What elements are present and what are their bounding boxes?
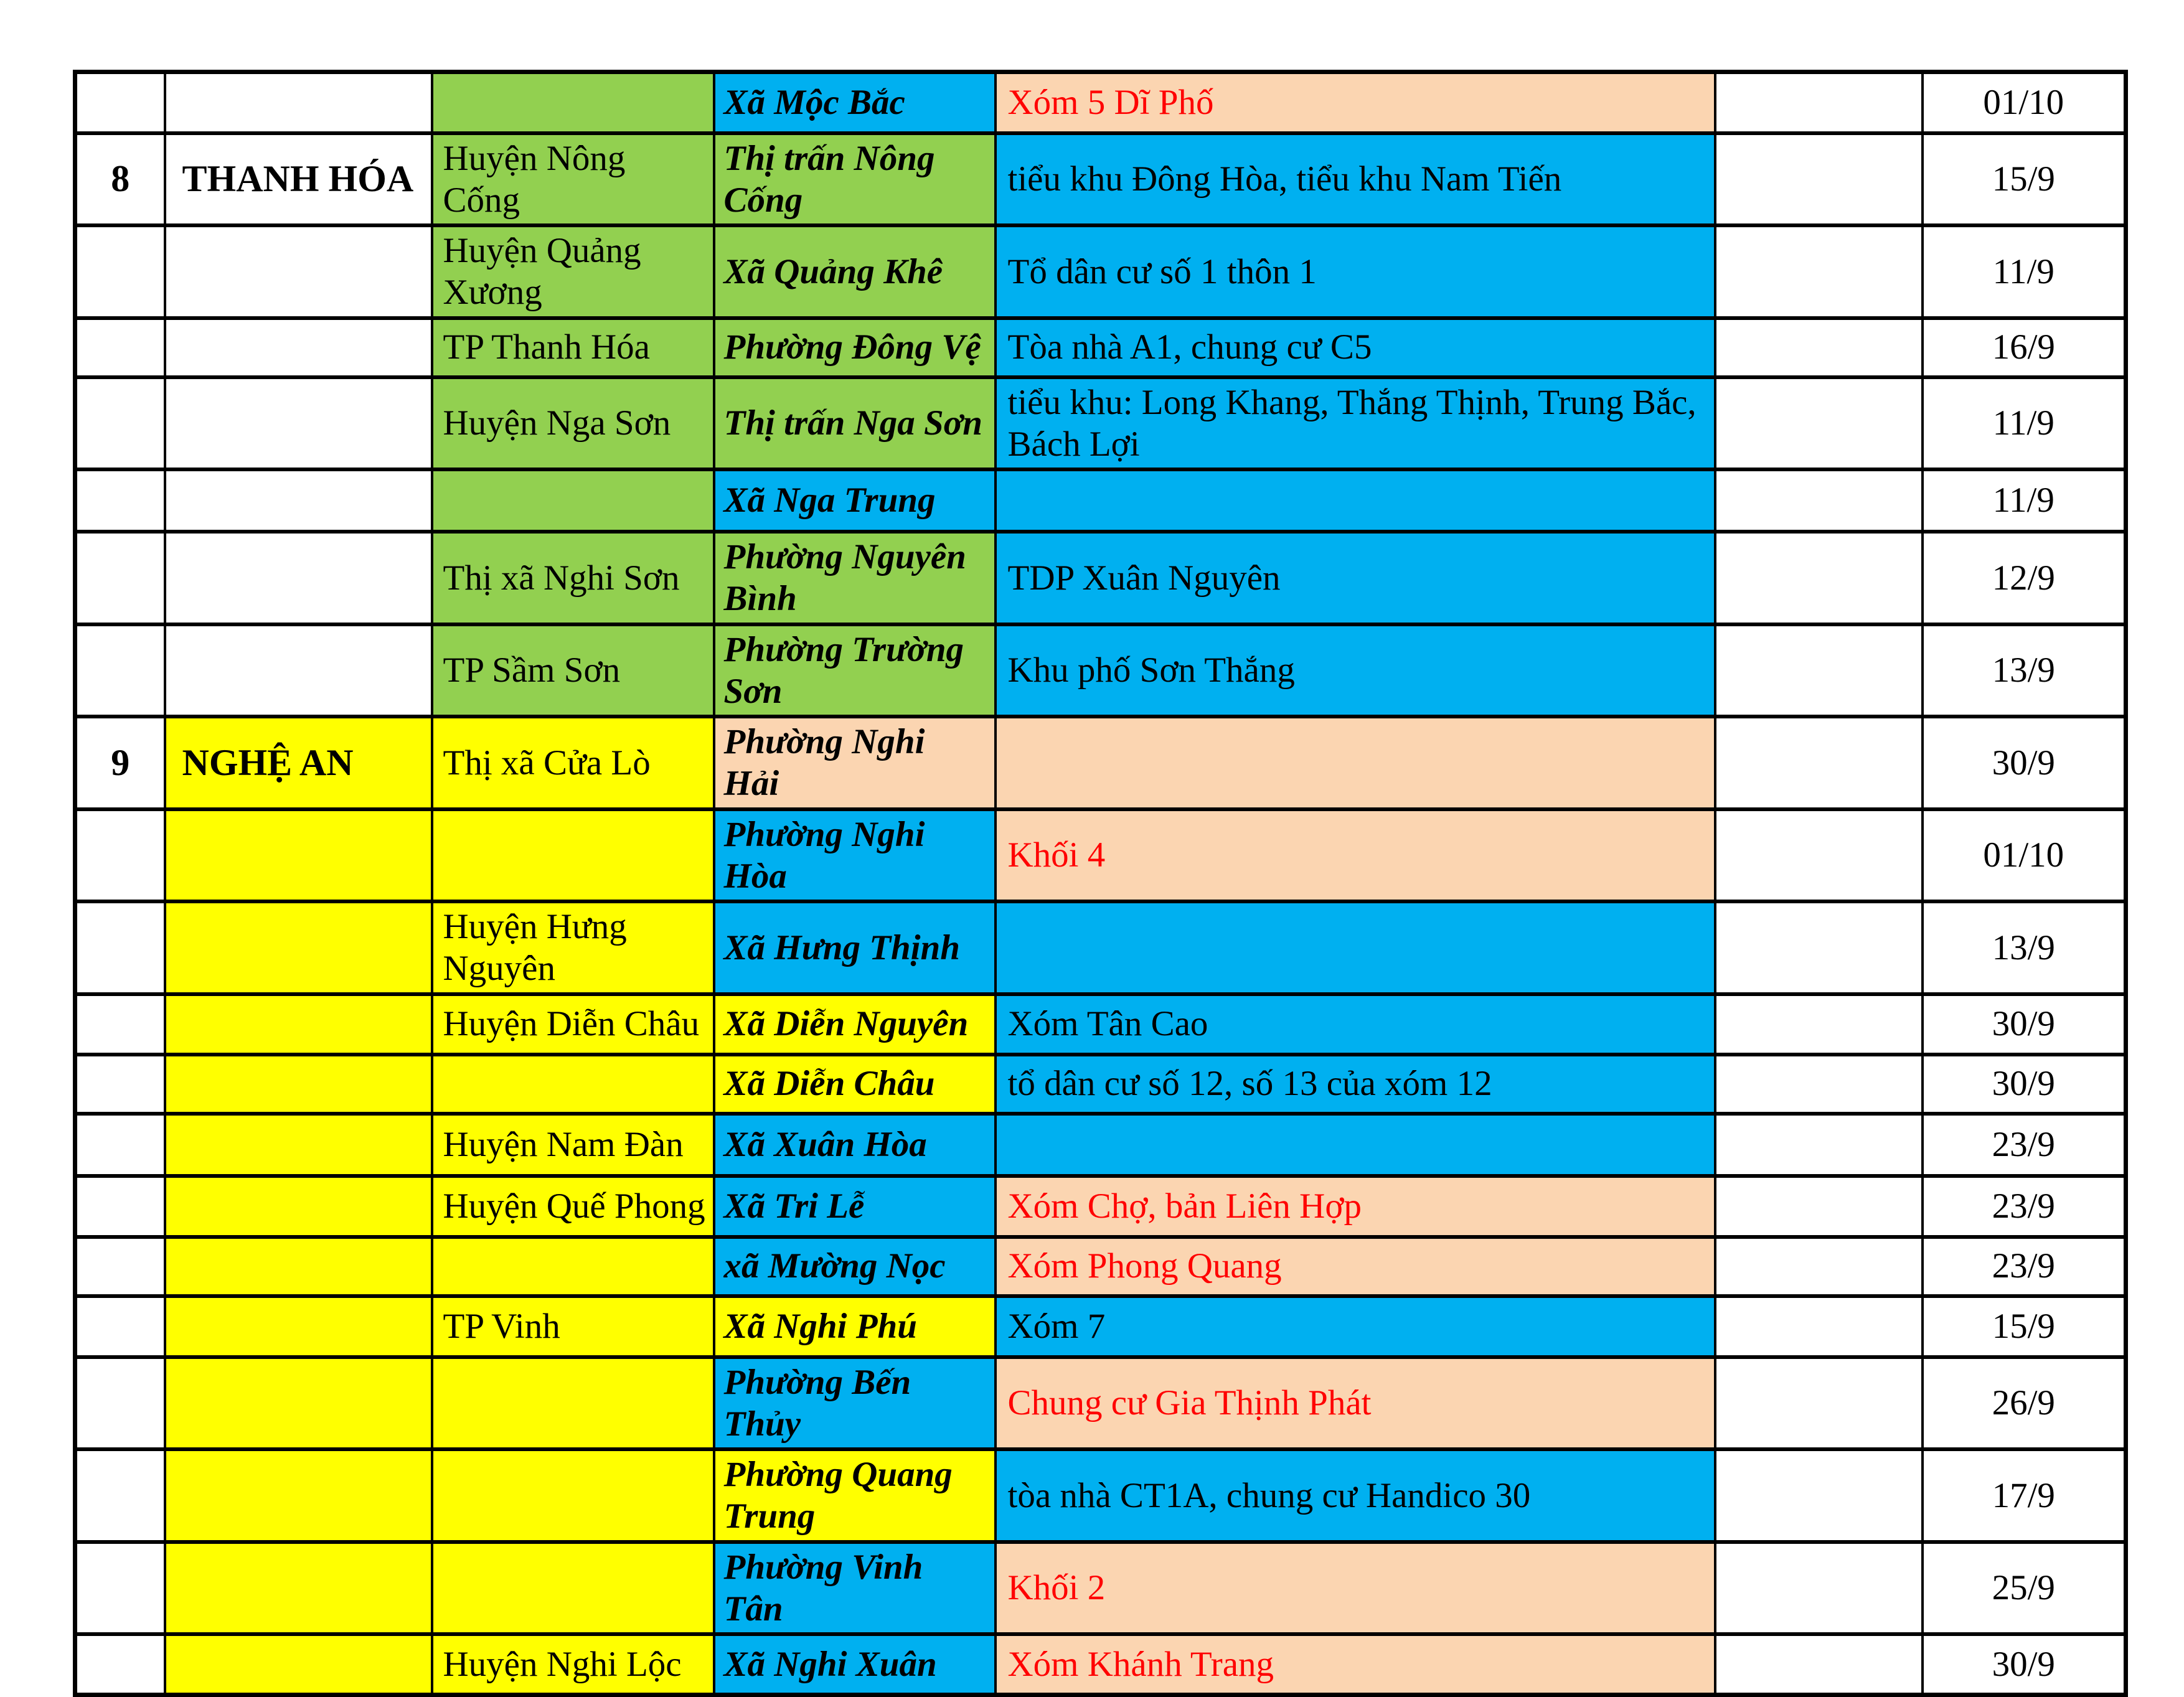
rows <box>75 72 2126 1695</box>
district-cell: Huyện Quảng Xương <box>432 225 714 318</box>
spare-cell <box>1715 809 1923 902</box>
district-cell: Huyện Nghi Lộc <box>432 1634 714 1695</box>
no-cell <box>75 1542 165 1635</box>
ward-cell: Xã Nghi Xuân <box>714 1634 996 1695</box>
table-row <box>75 1357 2126 1450</box>
table-row <box>75 1114 2126 1176</box>
district-cell: Huyện Quế Phong <box>432 1176 714 1237</box>
detail-cell: Xóm 5 Dĩ Phố <box>996 72 1715 133</box>
province-cell <box>165 225 432 318</box>
no-cell <box>75 469 165 532</box>
detail-cell: Khối 4 <box>996 809 1715 902</box>
table-row <box>75 133 2126 226</box>
date-cell: 30/9 <box>1923 994 2126 1055</box>
table-row <box>75 1634 2126 1695</box>
date-cell: 25/9 <box>1923 1542 2126 1635</box>
ward-cell: Thị trấn Nga Sơn <box>714 377 996 470</box>
district-cell: Huyện Nga Sơn <box>432 377 714 470</box>
spare-cell <box>1715 1542 1923 1635</box>
date-cell: 11/9 <box>1923 469 2126 532</box>
province-cell <box>165 1357 432 1450</box>
district-cell <box>432 809 714 902</box>
date-cell: 15/9 <box>1923 1296 2126 1357</box>
no-cell <box>75 318 165 377</box>
no-cell: 8 <box>75 133 165 226</box>
ward-cell: Xã Diễn Nguyên <box>714 994 996 1055</box>
ward-cell: Phường Bến Thủy <box>714 1357 996 1450</box>
detail-cell: Khối 2 <box>996 1542 1715 1635</box>
spare-cell <box>1715 72 1923 133</box>
spare-cell <box>1715 1176 1923 1237</box>
table-row <box>75 994 2126 1055</box>
province-cell <box>165 377 432 470</box>
province-cell <box>165 318 432 377</box>
province-cell <box>165 532 432 624</box>
ward-cell: Phường Trường Sơn <box>714 624 996 717</box>
detail-cell: Xóm Chợ, bản Liên Hợp <box>996 1176 1715 1237</box>
no-cell <box>75 72 165 133</box>
table-row <box>75 1237 2126 1296</box>
province-cell <box>165 809 432 902</box>
no-cell <box>75 1357 165 1450</box>
province-cell <box>165 1114 432 1176</box>
spare-cell <box>1715 133 1923 226</box>
detail-cell: Xóm Khánh Trang <box>996 1634 1715 1695</box>
ward-cell: Phường Nghi Hải <box>714 717 996 809</box>
detail-cell: Chung cư Gia Thịnh Phát <box>996 1357 1715 1450</box>
ward-cell: Thị trấn Nông Cống <box>714 133 996 226</box>
table-row <box>75 809 2126 902</box>
date-cell: 23/9 <box>1923 1237 2126 1296</box>
table-row <box>75 1055 2126 1114</box>
detail-cell: Tòa nhà A1, chung cư C5 <box>996 318 1715 377</box>
table-row <box>75 1296 2126 1357</box>
district-cell: Huyện Nông Cống <box>432 133 714 226</box>
spare-cell <box>1715 1114 1923 1176</box>
spare-cell <box>1715 1055 1923 1114</box>
ward-cell: Phường Vinh Tân <box>714 1542 996 1635</box>
date-cell: 13/9 <box>1923 624 2126 717</box>
spare-cell <box>1715 469 1923 532</box>
district-cell <box>432 1237 714 1296</box>
date-cell: 12/9 <box>1923 532 2126 624</box>
district-cell: Huyện Nam Đàn <box>432 1114 714 1176</box>
district-cell <box>432 1357 714 1450</box>
no-cell <box>75 994 165 1055</box>
table-row <box>75 624 2126 717</box>
ward-cell: Xã Quảng Khê <box>714 225 996 318</box>
table-row <box>75 318 2126 377</box>
district-cell: TP Sầm Sơn <box>432 624 714 717</box>
no-cell <box>75 1114 165 1176</box>
table-row <box>75 225 2126 318</box>
province-cell: NGHỆ AN <box>165 717 432 809</box>
detail-cell: TDP Xuân Nguyên <box>996 532 1715 624</box>
detail-cell: tiểu khu: Long Khang, Thắng Thịnh, Trung Bắc, Bách Lợi <box>996 377 1715 470</box>
no-cell <box>75 1237 165 1296</box>
detail-cell: tiểu khu Đông Hòa, tiểu khu Nam Tiến <box>996 133 1715 226</box>
ward-cell: Xã Nghi Phú <box>714 1296 996 1357</box>
no-cell <box>75 377 165 470</box>
spare-cell <box>1715 717 1923 809</box>
spare-cell <box>1715 1296 1923 1357</box>
date-cell: 17/9 <box>1923 1449 2126 1542</box>
table-row <box>75 469 2126 532</box>
no-cell <box>75 624 165 717</box>
district-cell: Thị xã Cửa Lò <box>432 717 714 809</box>
ward-cell: Xã Mộc Bắc <box>714 72 996 133</box>
province-cell <box>165 1634 432 1695</box>
spare-cell <box>1715 532 1923 624</box>
date-cell: 26/9 <box>1923 1357 2126 1450</box>
ward-cell: Phường Quang Trung <box>714 1449 996 1542</box>
date-cell: 01/10 <box>1923 809 2126 902</box>
ward-cell: Xã Xuân Hòa <box>714 1114 996 1176</box>
province-cell <box>165 72 432 133</box>
ward-cell: Xã Hưng Thịnh <box>714 901 996 994</box>
date-cell: 13/9 <box>1923 901 2126 994</box>
province-schedule-table <box>73 70 2128 1697</box>
district-cell <box>432 1542 714 1635</box>
district-cell: TP Thanh Hóa <box>432 318 714 377</box>
table-row <box>75 1542 2126 1635</box>
table-row <box>75 717 2126 809</box>
detail-cell: Xóm Tân Cao <box>996 994 1715 1055</box>
province-cell <box>165 624 432 717</box>
spare-cell <box>1715 1634 1923 1695</box>
province-cell <box>165 994 432 1055</box>
date-cell: 16/9 <box>1923 318 2126 377</box>
province-cell <box>165 1542 432 1635</box>
no-cell <box>75 1055 165 1114</box>
date-cell: 11/9 <box>1923 377 2126 470</box>
ward-cell: Xã Tri Lễ <box>714 1176 996 1237</box>
spare-cell <box>1715 225 1923 318</box>
spare-cell <box>1715 1449 1923 1542</box>
spare-cell <box>1715 624 1923 717</box>
no-cell <box>75 225 165 318</box>
ward-cell: Xã Nga Trung <box>714 469 996 532</box>
district-cell <box>432 469 714 532</box>
province-cell <box>165 1237 432 1296</box>
no-cell <box>75 532 165 624</box>
district-cell: Thị xã Nghi Sơn <box>432 532 714 624</box>
province-cell <box>165 469 432 532</box>
spare-cell <box>1715 1237 1923 1296</box>
detail-cell <box>996 717 1715 809</box>
district-cell <box>432 1055 714 1114</box>
ward-cell: Phường Nghi Hòa <box>714 809 996 902</box>
table-row <box>75 901 2126 994</box>
table-row <box>75 1176 2126 1237</box>
date-cell: 23/9 <box>1923 1176 2126 1237</box>
district-cell <box>432 72 714 133</box>
district-cell: Huyện Diễn Châu <box>432 994 714 1055</box>
table-row <box>75 1449 2126 1542</box>
date-cell: 30/9 <box>1923 1055 2126 1114</box>
spare-cell <box>1715 1357 1923 1450</box>
date-cell: 01/10 <box>1923 72 2126 133</box>
no-cell <box>75 1176 165 1237</box>
date-cell: 30/9 <box>1923 717 2126 809</box>
ward-cell: xã Mường Nọc <box>714 1237 996 1296</box>
no-cell: 9 <box>75 717 165 809</box>
no-cell <box>75 1634 165 1695</box>
province-cell <box>165 1176 432 1237</box>
date-cell: 15/9 <box>1923 133 2126 226</box>
date-cell: 11/9 <box>1923 225 2126 318</box>
date-cell: 23/9 <box>1923 1114 2126 1176</box>
table-row <box>75 72 2126 133</box>
ward-cell: Phường Nguyên Bình <box>714 532 996 624</box>
no-cell <box>75 809 165 902</box>
detail-cell <box>996 469 1715 532</box>
detail-cell: Xóm 7 <box>996 1296 1715 1357</box>
ward-cell: Phường Đông Vệ <box>714 318 996 377</box>
spare-cell <box>1715 901 1923 994</box>
district-cell <box>432 1449 714 1542</box>
detail-cell <box>996 901 1715 994</box>
detail-cell: tổ dân cư số 12, số 13 của xóm 12 <box>996 1055 1715 1114</box>
no-cell <box>75 901 165 994</box>
detail-cell: Khu phố Sơn Thắng <box>996 624 1715 717</box>
detail-cell: Tổ dân cư số 1 thôn 1 <box>996 225 1715 318</box>
ward-cell: Xã Diễn Châu <box>714 1055 996 1114</box>
table-row <box>75 377 2126 470</box>
province-cell: THANH HÓA <box>165 133 432 226</box>
district-cell: Huyện Hưng Nguyên <box>432 901 714 994</box>
province-cell <box>165 1055 432 1114</box>
detail-cell: Xóm Phong Quang <box>996 1237 1715 1296</box>
district-cell: TP Vinh <box>432 1296 714 1357</box>
table-row <box>75 532 2126 624</box>
spare-cell <box>1715 318 1923 377</box>
province-cell <box>165 1449 432 1542</box>
detail-cell <box>996 1114 1715 1176</box>
province-cell <box>165 1296 432 1357</box>
detail-cell: tòa nhà CT1A, chung cư Handico 30 <box>996 1449 1715 1542</box>
no-cell <box>75 1296 165 1357</box>
no-cell <box>75 1449 165 1542</box>
spare-cell <box>1715 994 1923 1055</box>
province-cell <box>165 901 432 994</box>
spare-cell <box>1715 377 1923 470</box>
date-cell: 30/9 <box>1923 1634 2126 1695</box>
